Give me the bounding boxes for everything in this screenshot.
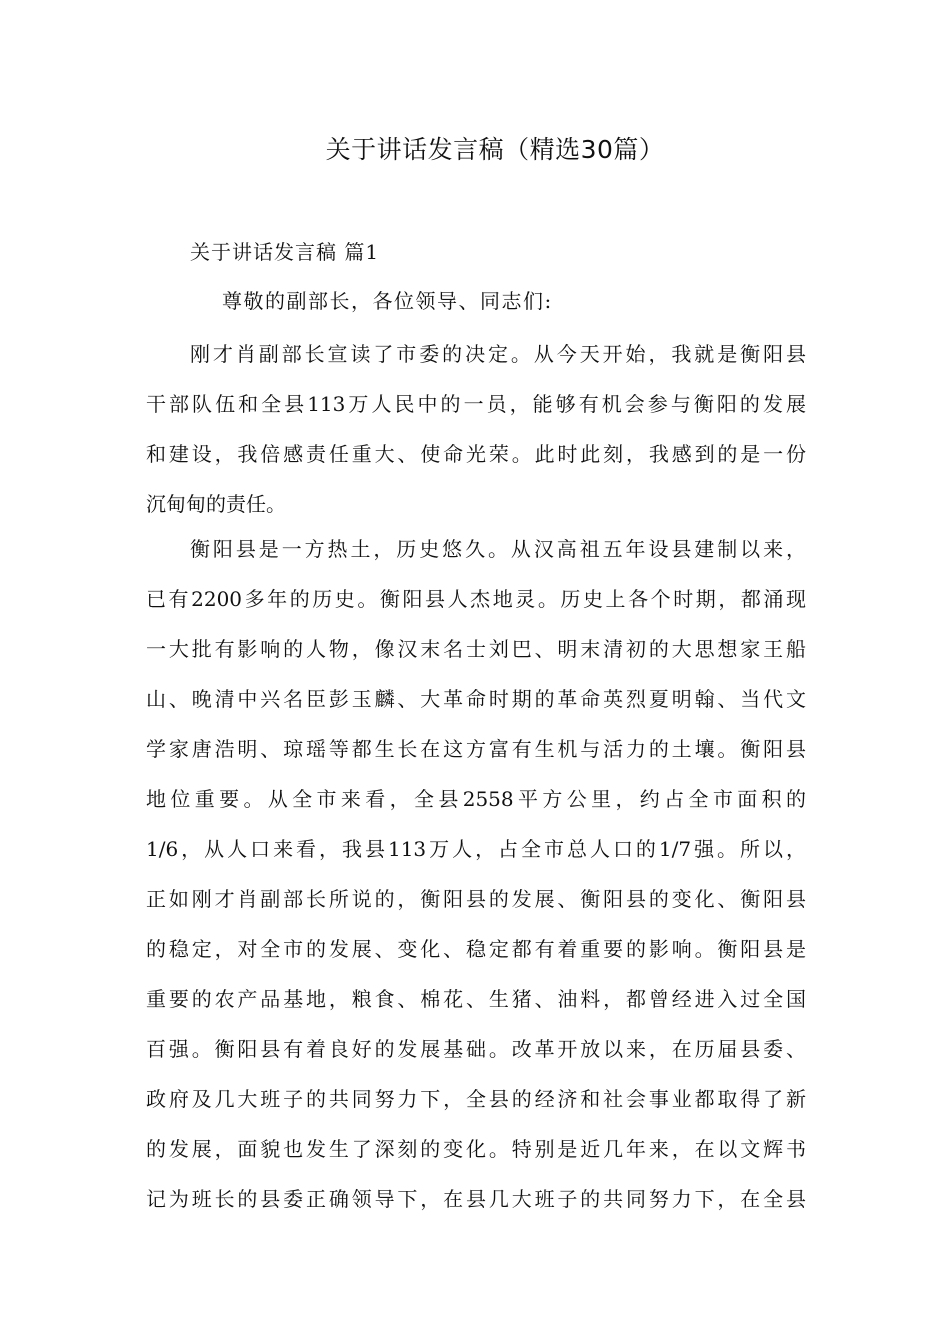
paragraph-2: [146, 524, 806, 1224]
text-line: 学家唐浩明、琼瑶等都生长在这方富有生机与活力的土壤。衡阳县: [146, 737, 806, 761]
salutation: 尊敬的副部长，各位领导、同志们:: [222, 289, 553, 313]
section-heading: 关于讲话发言稿 篇1: [190, 240, 380, 264]
text-line: 百强。衡阳县有着良好的发展基础。改革开放以来，在历届县委、: [146, 1037, 806, 1061]
text-line: 和建设，我倍感责任重大、使命光荣。此时此刻，我感到的是一份: [146, 442, 806, 466]
text-line: 沉甸甸的责任。: [146, 492, 286, 516]
text-line: 的发展，面貌也发生了深刻的变化。特别是近几年来，在以文辉书: [146, 1137, 806, 1161]
text-line: 正如刚才肖副部长所说的，衡阳县的发展、衡阳县的变化、衡阳县: [146, 887, 806, 911]
text-line: 一大批有影响的人物，像汉末名士刘巴、明末清初的大思想家王船: [146, 637, 806, 661]
text-line: 重要的农产品基地，粮食、棉花、生猪、油料，都曾经进入过全国: [146, 987, 806, 1011]
text-line: 的稳定，对全市的发展、变化、稳定都有着重要的影响。衡阳县是: [146, 937, 806, 961]
text-line: 地位重要。从全市来看，全县2558平方公里，约占全市面积的: [146, 787, 806, 811]
text-line: 干部队伍和全县113万人民中的一员，能够有机会参与衡阳的发展: [146, 392, 806, 416]
text-line: 已有2200多年的历史。衡阳县人杰地灵。历史上各个时期，都涌现: [146, 587, 806, 611]
text-line: 刚才肖副部长宣读了市委的决定。从今天开始，我就是衡阳县: [190, 342, 806, 366]
text-line: 山、晚清中兴名臣彭玉麟、大革命时期的革命英烈夏明翰、当代文: [146, 687, 806, 711]
text-line: 记为班长的县委正确领导下，在县几大班子的共同努力下，在全县: [146, 1187, 806, 1211]
text-line: 衡阳县是一方热土，历史悠久。从汉高祖五年设县建制以来，: [190, 537, 806, 561]
text-line: 政府及几大班子的共同努力下，全县的经济和社会事业都取得了新: [146, 1087, 806, 1111]
paragraph-1: [146, 329, 806, 529]
document-title: 关于讲话发言稿（精选30篇）: [325, 135, 665, 164]
text-line: 1/6，从人口来看，我县113万人，占全市总人口的1/7强。所以，: [146, 837, 806, 861]
